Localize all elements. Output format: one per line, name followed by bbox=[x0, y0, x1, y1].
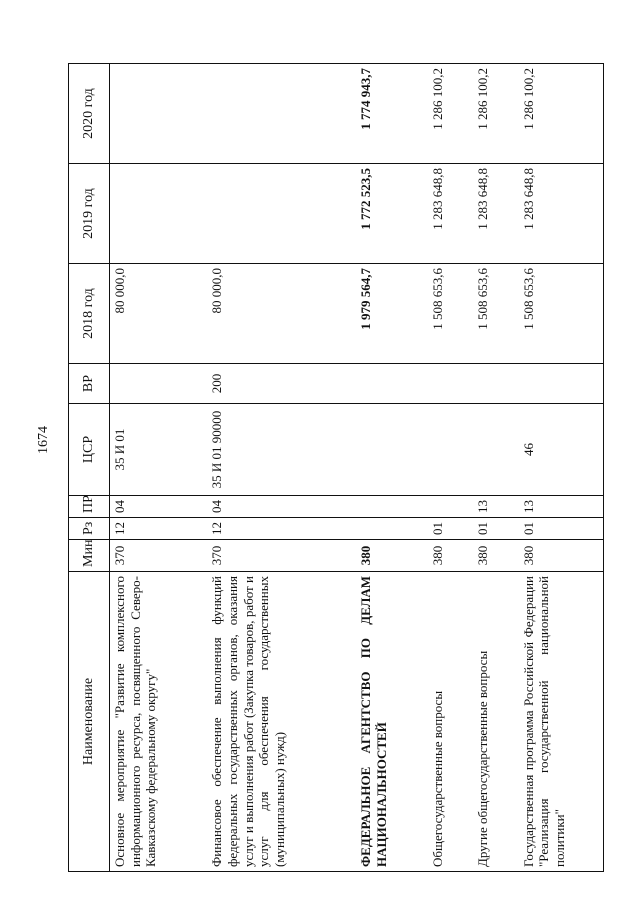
row-2019: 1 283 648,8 bbox=[428, 164, 474, 264]
row-vr bbox=[110, 364, 208, 404]
budget-table bbox=[68, 63, 604, 872]
table-row bbox=[473, 64, 519, 872]
row-pr: 13 bbox=[519, 496, 604, 518]
row-name: Государственная программа Российской Федерации "Реализация государственной национальной политики" bbox=[519, 572, 604, 872]
row-pr bbox=[428, 496, 474, 518]
row-2018: 80 000,0 bbox=[110, 264, 208, 364]
row-vr: 200 bbox=[207, 364, 356, 404]
header-pr: ПР bbox=[69, 496, 110, 518]
row-2020: 1 286 100,2 bbox=[428, 64, 474, 164]
row-2018: 1 979 564,7 bbox=[356, 264, 427, 364]
header-2018: 2018 год bbox=[69, 264, 110, 364]
row-pr: 04 bbox=[110, 496, 208, 518]
row-vr bbox=[428, 364, 474, 404]
row-2018: 1 508 653,6 bbox=[428, 264, 474, 364]
row-2019: 1 283 648,8 bbox=[519, 164, 604, 264]
row-pr bbox=[356, 496, 427, 518]
row-2019 bbox=[207, 164, 356, 264]
table-row bbox=[207, 64, 356, 872]
row-min: 380 bbox=[519, 540, 604, 572]
table-row bbox=[428, 64, 474, 872]
header-min: Мин bbox=[69, 540, 110, 572]
row-csr bbox=[428, 404, 474, 496]
row-rz bbox=[356, 518, 427, 540]
row-rz: 01 bbox=[519, 518, 604, 540]
row-name: Основное мероприятие "Развитие комплексного информационного ресурса, посвященного Северо-Кавказскому федеральному округу" bbox=[110, 572, 208, 872]
row-min: 380 bbox=[356, 540, 427, 572]
row-2018: 80 000,0 bbox=[207, 264, 356, 364]
table-header bbox=[69, 64, 110, 872]
row-csr: 35 И 01 bbox=[110, 404, 208, 496]
row-2020: 1 286 100,2 bbox=[473, 64, 519, 164]
row-csr: 35 И 01 90000 bbox=[207, 404, 356, 496]
row-2020 bbox=[110, 64, 208, 164]
row-name: Общегосударственные вопросы bbox=[428, 572, 474, 872]
table-row bbox=[356, 64, 427, 872]
header-2019: 2019 год bbox=[69, 164, 110, 264]
header-2020: 2020 год bbox=[69, 64, 110, 164]
row-2019 bbox=[110, 164, 208, 264]
row-csr bbox=[356, 404, 427, 496]
header-name: Наименование bbox=[69, 572, 110, 872]
row-2019: 1 283 648,8 bbox=[473, 164, 519, 264]
row-name: ФЕДЕРАЛЬНОЕ АГЕНТСТВО ПО ДЕЛАМ НАЦИОНАЛЬНОСТЕЙ bbox=[356, 572, 427, 872]
row-min: 370 bbox=[207, 540, 356, 572]
row-csr: 46 bbox=[519, 404, 604, 496]
header-vr: ВР bbox=[69, 364, 110, 404]
row-rz: 12 bbox=[207, 518, 356, 540]
row-min: 370 bbox=[110, 540, 208, 572]
page-number: 1674 bbox=[36, 426, 51, 454]
row-name: Другие общегосударственные вопросы bbox=[473, 572, 519, 872]
row-min: 380 bbox=[473, 540, 519, 572]
row-2019: 1 772 523,5 bbox=[356, 164, 427, 264]
row-pr: 13 bbox=[473, 496, 519, 518]
row-2020 bbox=[207, 64, 356, 164]
row-vr bbox=[519, 364, 604, 404]
row-name: Финансовое обеспечение выполнения функций федеральных государственных органов, оказания услуг и выполнения работ (Закупка товаров, работ и услуг для обеспечения государственных (муниципальных) нужд) bbox=[207, 572, 356, 872]
budget-table-container bbox=[68, 64, 604, 872]
row-pr: 04 bbox=[207, 496, 356, 518]
row-rz: 01 bbox=[428, 518, 474, 540]
row-vr bbox=[356, 364, 427, 404]
row-vr bbox=[473, 364, 519, 404]
row-2018: 1 508 653,6 bbox=[519, 264, 604, 364]
row-min: 380 bbox=[428, 540, 474, 572]
row-2020: 1 286 100,2 bbox=[519, 64, 604, 164]
table-row bbox=[519, 64, 604, 872]
table-row bbox=[110, 64, 208, 872]
row-rz: 01 bbox=[473, 518, 519, 540]
row-csr bbox=[473, 404, 519, 496]
header-csr: ЦСР bbox=[69, 404, 110, 496]
header-rz: Рз bbox=[69, 518, 110, 540]
row-rz: 12 bbox=[110, 518, 208, 540]
row-2018: 1 508 653,6 bbox=[473, 264, 519, 364]
row-2020: 1 774 943,7 bbox=[356, 64, 427, 164]
table-body bbox=[110, 64, 604, 872]
